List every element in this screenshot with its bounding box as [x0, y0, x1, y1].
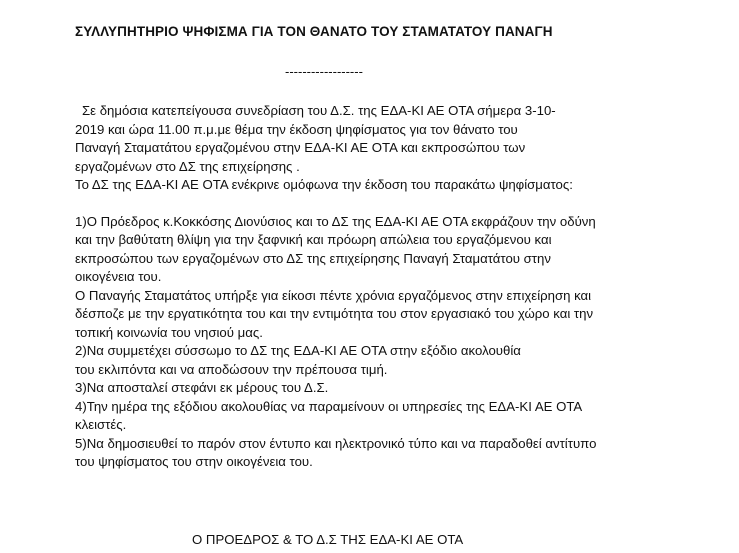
point-line: οικογένεια του.	[75, 269, 162, 284]
document-title: ΣΥΛΛΥΠΗΤΗΡΙΟ ΨΗΦΙΣΜΑ ΓΙΑ ΤΟΝ ΘΑΝΑΤΟ ΤΟΥ ΣΤΑΜΑΤΑΤΟΥ ΠΑΝΑΓΗ	[75, 24, 553, 39]
separator-line: ------------------	[285, 64, 363, 79]
point-line: κλειστές.	[75, 417, 127, 432]
point-line: και την βαθύτατη θλίψη για την ξαφνική και πρόωρη απώλεια του εργαζόμενου και	[75, 232, 552, 247]
point-line: Ο Παναγής Σταματάτος υπήρξε για είκοσι πέντε χρόνια εργαζόμενος στην επιχείρηση και	[75, 287, 592, 303]
point-line: 2)Να συμμετέχει σύσσωμο το ΔΣ της ΕΔΑ-ΚΙ ΑΕ ΟΤΑ στην εξόδιο ακολουθία	[75, 343, 521, 358]
intro-line: Παναγή Σταματάτου εργαζομένου στην ΕΔΑ-ΚΙ ΑΕ ΟΤΑ και εκπροσώπου των	[75, 140, 526, 155]
document-body	[75, 102, 715, 472]
signature-line: Ο ΠΡΟΕΔΡΟΣ & ΤΟ Δ.Σ ΤΗΣ ΕΔΑ-ΚΙ ΑΕ ΟΤΑ	[192, 532, 464, 547]
point-line: 4)Την ημέρα της εξόδιου ακολουθίας να παραμείνουν οι υπηρεσίες της ΕΔΑ-ΚΙ ΑΕ ΟΤΑ	[75, 398, 583, 414]
intro-line: εργαζομένων στο ΔΣ της επιχείρησης .	[75, 158, 300, 174]
paragraph-gap	[75, 195, 715, 213]
intro-line: Σε δημόσια κατεπείγουσα συνεδρίαση του Δ.Σ. της ΕΔΑ-ΚΙ ΑΕ ΟΤΑ σήμερα 3-10-	[82, 103, 556, 118]
point-line: εκπροσώπου των εργαζομένων στο ΔΣ της επιχείρησης Παναγή Σταματάτου στην	[75, 250, 551, 266]
point-line: 5)Να δημοσιευθεί το παρόν στον έντυπο και ηλεκτρονικό τύπο και να παραδοθεί αντίτυπο	[75, 435, 597, 451]
point-line: 3)Να αποσταλεί στεφάνι εκ μέρους του Δ.Σ.	[75, 380, 329, 395]
point-line: τοπική κοινωνία του νησιού μας.	[75, 324, 263, 340]
intro-line: Το ΔΣ της ΕΔΑ-ΚΙ ΑΕ ΟΤΑ ενέκρινε ομόφωνα την έκδοση του παρακάτω ψηφίσματος:	[75, 177, 573, 192]
point-line: του εκλιπόντα και να αποδώσουν την πρέπουσα τιμή.	[75, 361, 388, 377]
point-line: δέσποζε με την εργατικότητα του και την εντιμότητα του στον εργασιακό του χώρο και την	[75, 306, 594, 321]
intro-line: 2019 και ώρα 11.00 π.μ.με θέμα την έκδοση ψηφίσματος για τον θάνατο του	[75, 121, 518, 137]
point-line: 1)Ο Πρόεδρος κ.Κοκκόσης Διονύσιος και το ΔΣ της ΕΔΑ-ΚΙ ΑΕ ΟΤΑ εκφράζουν την οδύνη	[75, 213, 596, 229]
point-line: του ψηφίσματος του στην οικογένεια του.	[75, 454, 313, 469]
